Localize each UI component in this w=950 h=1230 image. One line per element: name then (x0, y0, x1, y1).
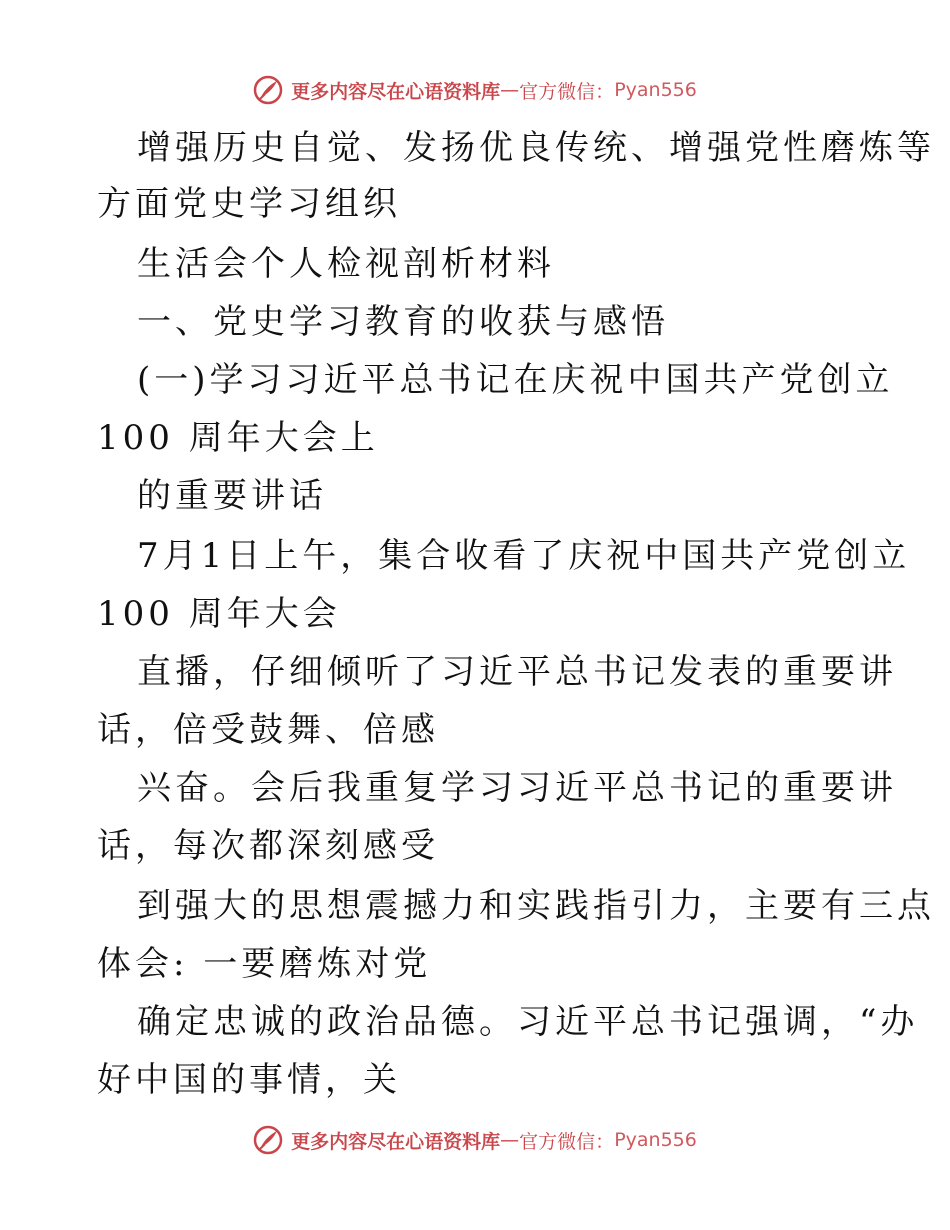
watermark-brand-text: 更多内容尽在心语资料库 (291, 1130, 501, 1153)
text-line: 增强历史自觉、发扬优良传统、增强党性磨炼等 (137, 128, 935, 168)
text-line: 一、党史学习教育的收获与感悟 (137, 302, 669, 342)
text-line: 方面党史学习组织 (97, 184, 401, 224)
quill-logo-icon (253, 1125, 283, 1155)
text-line: 7月1日上午，集合收看了庆祝中国共产党创立 (137, 536, 911, 576)
footer-watermark (0, 1120, 950, 1160)
text-line: 话，倍受鼓舞、倍感 (97, 710, 439, 750)
text-line: 生活会个人检视剖析材料 (137, 244, 555, 284)
text-line: 体会: 一要磨炼对党 (97, 944, 432, 984)
watermark-separator: — (500, 1129, 520, 1151)
watermark-wechat-label: 官方微信： (519, 1130, 615, 1153)
watermark-brand-text: 更多内容尽在心语资料库 (291, 80, 501, 103)
text-line: (一)学习习近平总书记在庆祝中国共产党创立 (137, 360, 894, 400)
text-line: 到强大的思想震撼力和实践指引力，主要有三点 (137, 886, 935, 926)
text-line: 好中国的事情，关 (97, 1060, 401, 1100)
watermark-wechat-id: Pyan556 (614, 79, 697, 101)
text-line: 的重要讲话 (137, 476, 327, 516)
text-line: 100 周年大会 (97, 594, 341, 634)
text-line: 确定忠诚的政治品德。习近平总书记强调，“办 (137, 1002, 919, 1042)
watermark-wechat-id: Pyan556 (614, 1129, 697, 1151)
text-line: 直播，仔细倾听了习近平总书记发表的重要讲 (137, 652, 897, 692)
quill-logo-icon (253, 75, 283, 105)
watermark-separator: — (500, 79, 520, 101)
text-line: 100 周年大会上 (97, 418, 379, 458)
watermark-wechat-label: 官方微信： (519, 80, 615, 103)
text-line: 话，每次都深刻感受 (97, 826, 439, 866)
header-watermark (0, 70, 950, 110)
text-line: 兴奋。会后我重复学习习近平总书记的重要讲 (137, 768, 897, 808)
